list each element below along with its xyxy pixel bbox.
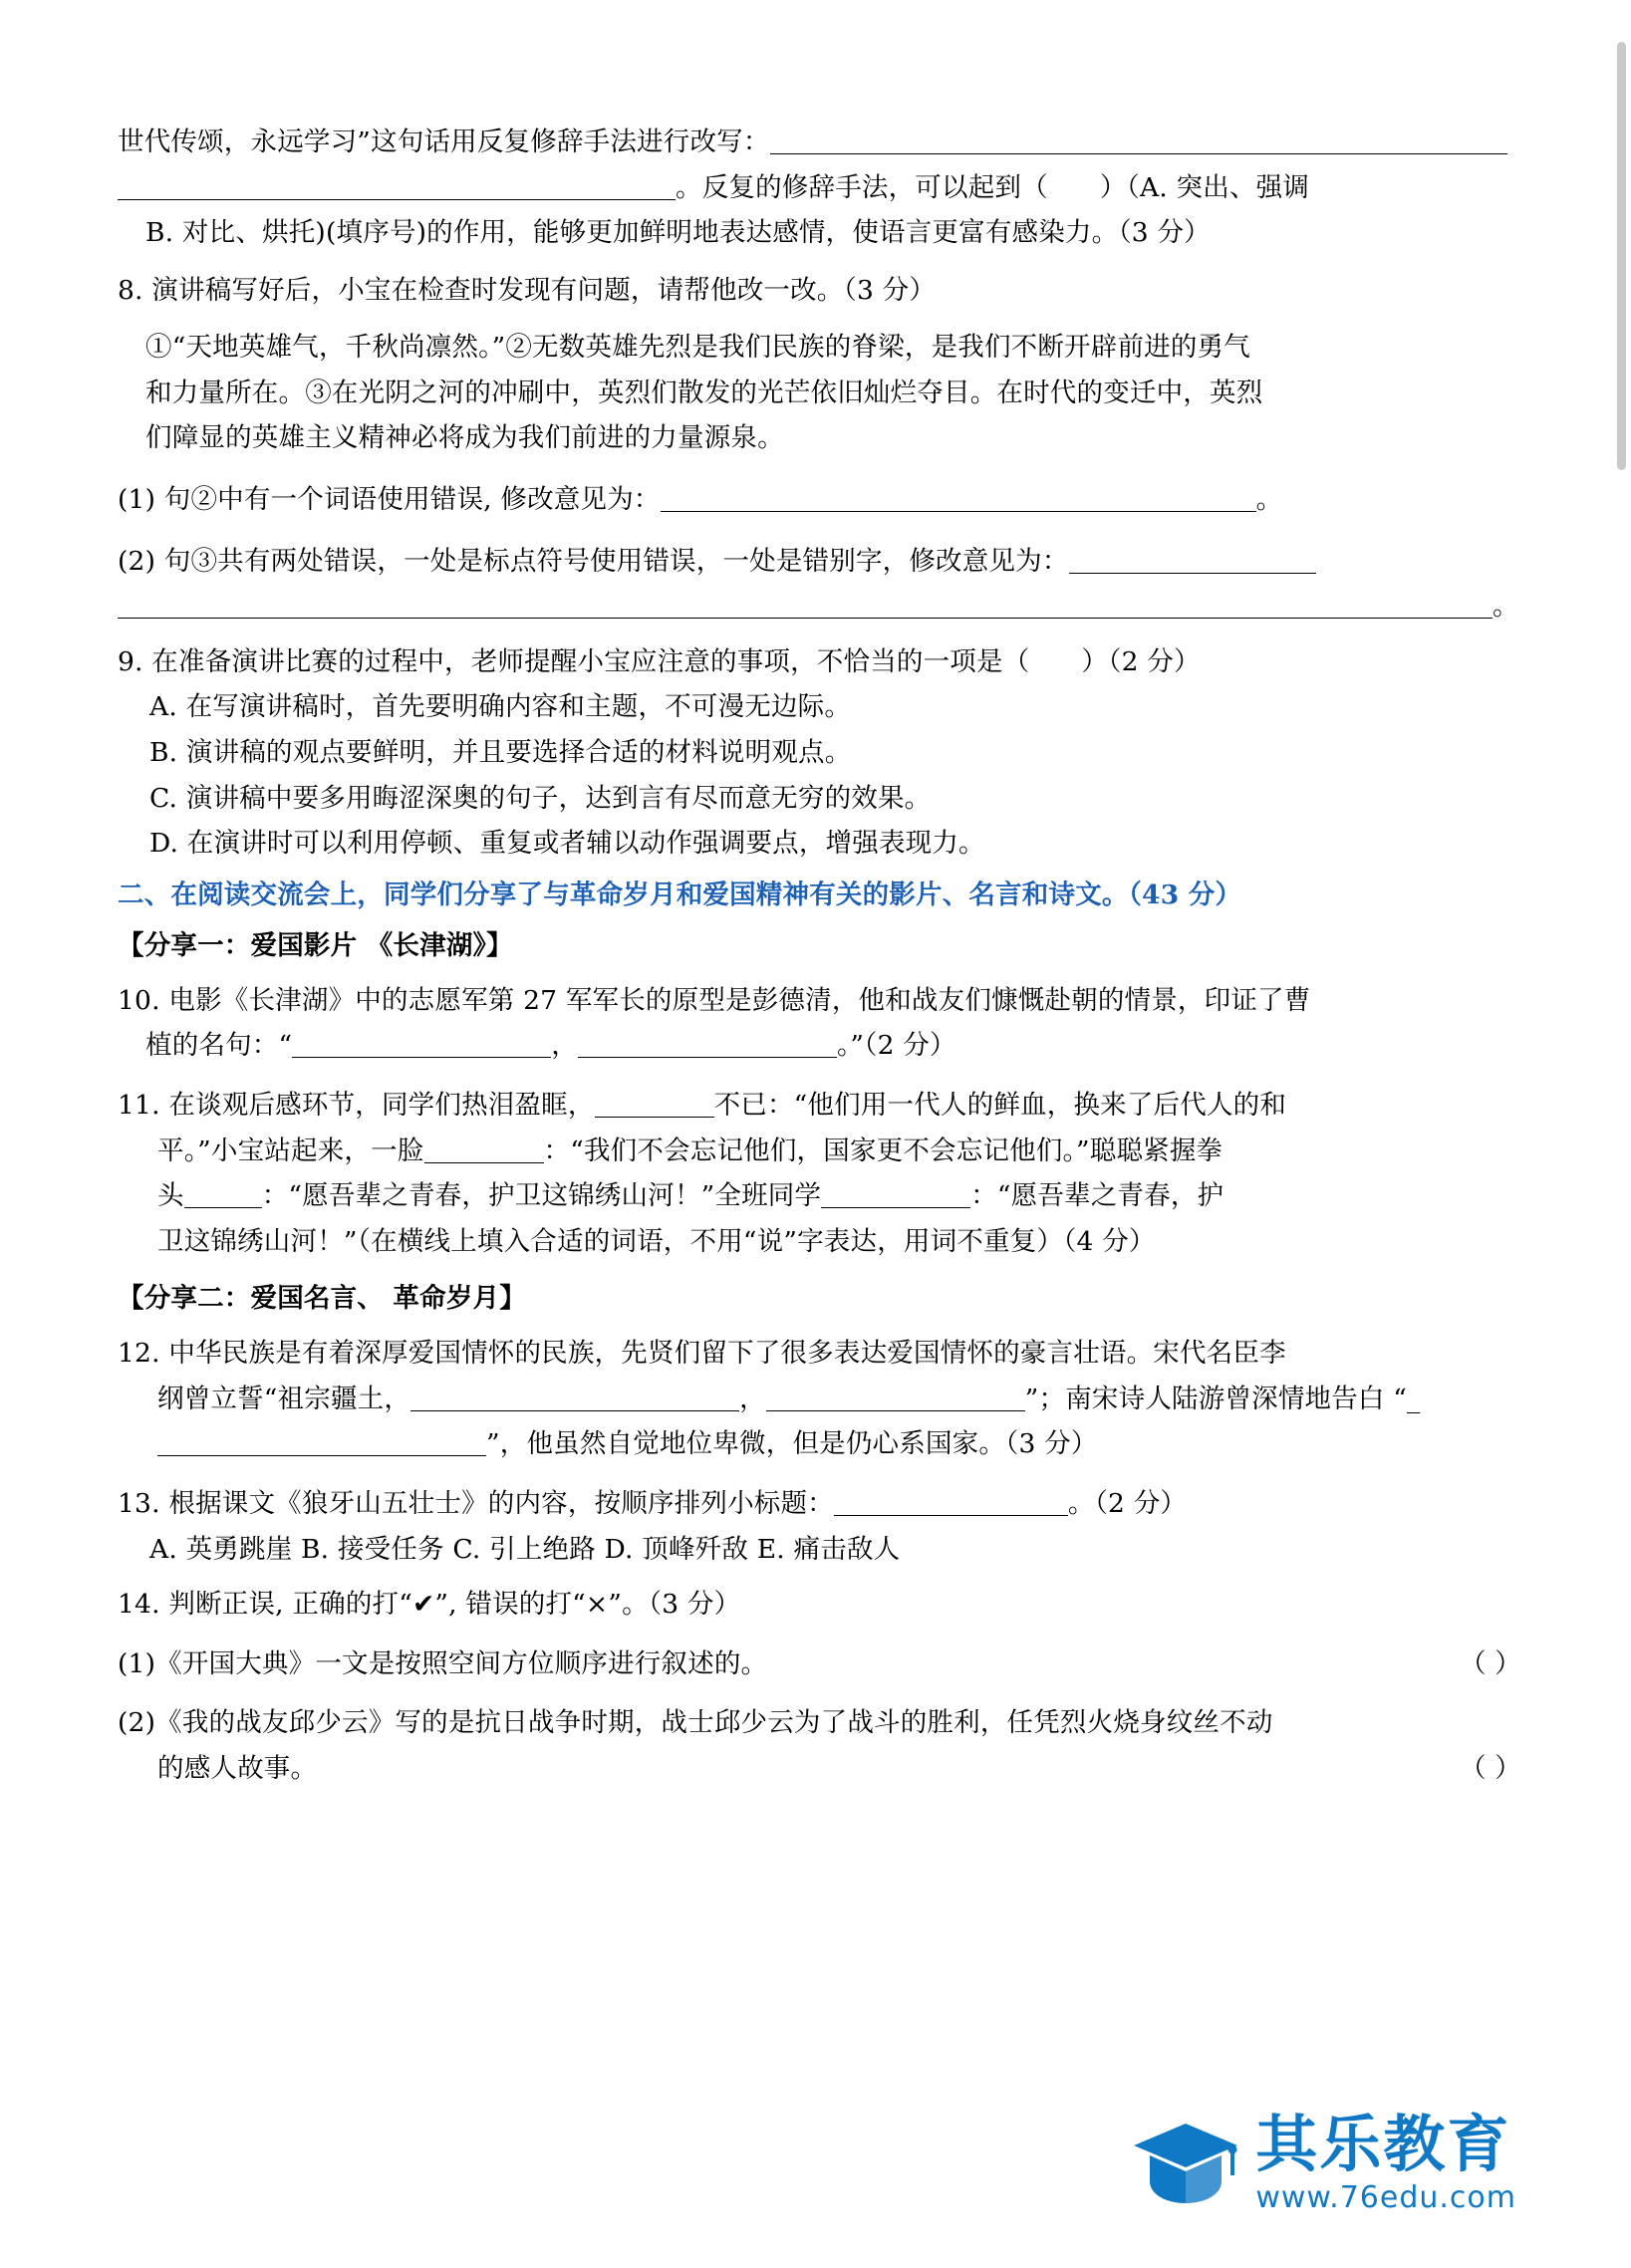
judgement-blank[interactable]: （ ） <box>1459 1647 1521 1679</box>
question-13 <box>118 1481 1521 1527</box>
scrollbar[interactable] <box>1613 0 1631 2268</box>
question-14-1 <box>118 1641 1521 1687</box>
question-14-2 <box>118 1700 1521 1791</box>
question-8-1 <box>118 477 1521 523</box>
answer-blank[interactable] <box>1069 573 1316 574</box>
q11-line1a: 11. 在谈观后感环节，同学们热泪盈眶， <box>118 1089 595 1121</box>
q11-line2a: 平。”小宝站起来，一脸 <box>157 1134 424 1166</box>
q8-1-text: (1) 句②中有一个词语使用错误, 修改意见为： <box>118 484 661 516</box>
q12-comma: ， <box>739 1383 766 1414</box>
question-8-material <box>118 325 1521 461</box>
answer-blank[interactable] <box>770 153 1507 154</box>
q12-line2b: ”；南宋诗人陆游曾深情地告白 “_ <box>1024 1383 1421 1414</box>
q7-line2b: ）（A. 突出、强调 <box>1099 171 1310 203</box>
q8-material-line1: ①“天地英雄气，千秋尚凛然。”②无数英雄先烈是我们民族的脊梁，是我们不断开辟前进的勇气 <box>145 332 1250 364</box>
q7-line3: B. 对比、烘托)(填序号)的作用，能够更加鲜明地表达感情，使语言更富有感染力。（3 分） <box>145 217 1211 249</box>
answer-blank[interactable] <box>118 618 1493 619</box>
question-8-stem: 8. 演讲稿写好后，小宝在检查时发现有问题，请帮他改一改。（3 分） <box>118 274 937 306</box>
q9-stem-a: 9. 在准备演讲比赛的过程中，老师提醒小宝应注意的事项，不恰当的一项是（ <box>118 645 1030 677</box>
answer-blank[interactable] <box>118 199 676 200</box>
q13-text: 13. 根据课文《狼牙山五壮士》的内容，按顺序排列小标题： <box>118 1488 834 1520</box>
answer-blank[interactable] <box>595 1117 714 1118</box>
answer-blank[interactable] <box>292 1057 551 1058</box>
q11-line3c: ：“愿吾辈之青春，护 <box>970 1180 1224 1212</box>
judgement-blank[interactable]: （ ） <box>1459 1752 1521 1784</box>
check-icon: ✔ <box>411 1589 435 1621</box>
q11-line3b: ：“愿吾辈之青春，护卫这锦绣山河！”全班同学 <box>261 1180 822 1212</box>
q9-stem-b: ）（2 分） <box>1081 645 1201 677</box>
scrollbar-thumb[interactable] <box>1617 42 1626 470</box>
q8-1-end: 。 <box>1255 484 1283 516</box>
question-8-2 <box>118 539 1521 630</box>
q10-line2a: 植的名句：“ <box>145 1030 293 1062</box>
q8-material-line2: 和力量所在。③在光阴之河的冲刷中，英烈们散发的光芒依旧灿烂夺目。在时代的变迁中，英烈 <box>145 377 1263 408</box>
question-11 <box>118 1083 1521 1264</box>
answer-blank[interactable] <box>157 1455 486 1456</box>
brand-name: 其乐教育 <box>1255 2108 1511 2180</box>
watermark-text <box>1255 2108 1516 2215</box>
q14-2-line2: 的感人故事。 <box>157 1752 318 1784</box>
question-9-option-c: C. 演讲稿中要多用晦涩深奥的句子，达到言有尽而意无穷的效果。 <box>149 782 932 814</box>
question-7-tail <box>118 120 1521 256</box>
question-9-option-d: D. 在演讲时可以利用停顿、重复或者辅以动作强调要点，增强表现力。 <box>149 828 985 860</box>
answer-blank[interactable] <box>834 1515 1068 1516</box>
q14-2-line1: (2)《我的战友邱少云》写的是抗日战争时期，战士邱少云为了战斗的胜利，任凭烈火烧身纹丝不动 <box>118 1707 1273 1739</box>
section-2-title: 二、在阅读交流会上，同学们分享了与革命岁月和爱国精神有关的影片、名言和诗文。（43 分） <box>118 879 1242 910</box>
question-10 <box>118 978 1521 1069</box>
q10-line2b: 。”（2 分） <box>836 1030 956 1062</box>
brand-url: www.76edu.com <box>1255 2180 1516 2215</box>
question-9-stem <box>118 639 1521 685</box>
q8-2-text: (2) 句③共有两处错误，一处是标点符号使用错误，一处是错别字，修改意见为： <box>118 545 1069 577</box>
question-13-options: A. 英勇跳崖 B. 接受任务 C. 引上绝路 D. 顶峰歼敌 E. 痛击敌人 <box>149 1533 901 1565</box>
q12-line2a: 纲曾立誓“祖宗疆土， <box>157 1383 411 1414</box>
answer-blank[interactable] <box>821 1207 970 1208</box>
q10-comma: ， <box>551 1030 578 1062</box>
q8-2-end: 。 <box>1493 591 1519 623</box>
q10-line1: 10. 电影《长津湖》中的志愿军第 27 军军长的原型是彭德清，他和战友们慷慨赴朝的情景，印证了曹 <box>118 984 1311 1016</box>
q11-line1b: 不已：“他们用一代人的鲜血，换来了后代人的和 <box>713 1089 1287 1121</box>
q14-stem-b: ”, 错误的打“×”。（3 分） <box>434 1589 741 1621</box>
question-9-option-a: A. 在写演讲稿时，首先要明确内容和主题，不可漫无边际。 <box>149 691 852 723</box>
graduation-cap-icon <box>1130 2116 1241 2211</box>
answer-blank[interactable] <box>578 1057 837 1058</box>
question-12 <box>118 1331 1521 1467</box>
q11-line3a: 头 <box>157 1180 184 1212</box>
answer-blank[interactable] <box>661 511 1256 512</box>
question-9-option-b: B. 演讲稿的观点要鲜明，并且要选择合适的材料说明观点。 <box>149 736 852 768</box>
q13-end: 。（2 分） <box>1067 1488 1188 1520</box>
q8-material-line3: 们障显的英雄主义精神必将成为我们前进的力量源泉。 <box>145 422 784 454</box>
q7-line2a: 。反复的修辞手法，可以起到（ <box>676 171 1048 203</box>
question-14-stem <box>118 1582 1521 1628</box>
answer-blank[interactable] <box>424 1162 544 1163</box>
watermark-logo <box>1130 2108 1516 2215</box>
share-1-title: 【分享一：爱国影片 《长津湖》】 <box>118 929 513 961</box>
q14-stem-a: 14. 判断正误, 正确的打“ <box>118 1589 412 1621</box>
answer-blank[interactable] <box>766 1410 1025 1411</box>
answer-blank[interactable] <box>184 1207 262 1208</box>
q11-line4: 卫这锦绣山河！”（在横线上填入合适的词语，不用“说”字表达，用词不重复）（4 分） <box>157 1225 1156 1257</box>
q14-1-text: (1)《开国大典》一文是按照空间方位顺序进行叙述的。 <box>118 1647 768 1679</box>
answer-blank[interactable] <box>410 1410 739 1411</box>
q12-line1: 12. 中华民族是有着深厚爱国情怀的民族，先贤们留下了很多表达爱国情怀的豪言壮语。宋代名臣李 <box>118 1338 1286 1370</box>
q7-line1: 世代传颂，永远学习”这句话用反复修辞手法进行改写： <box>118 126 770 157</box>
q11-line2b: ：“我们不会忘记他们，国家更不会忘记他们。”聪聪紧握拳 <box>543 1134 1223 1166</box>
q12-line3: ”，他虽然自觉地位卑微，但是仍心系国家。（3 分） <box>486 1428 1098 1460</box>
share-2-title: 【分享二：爱国名言、 革命岁月】 <box>118 1283 526 1315</box>
